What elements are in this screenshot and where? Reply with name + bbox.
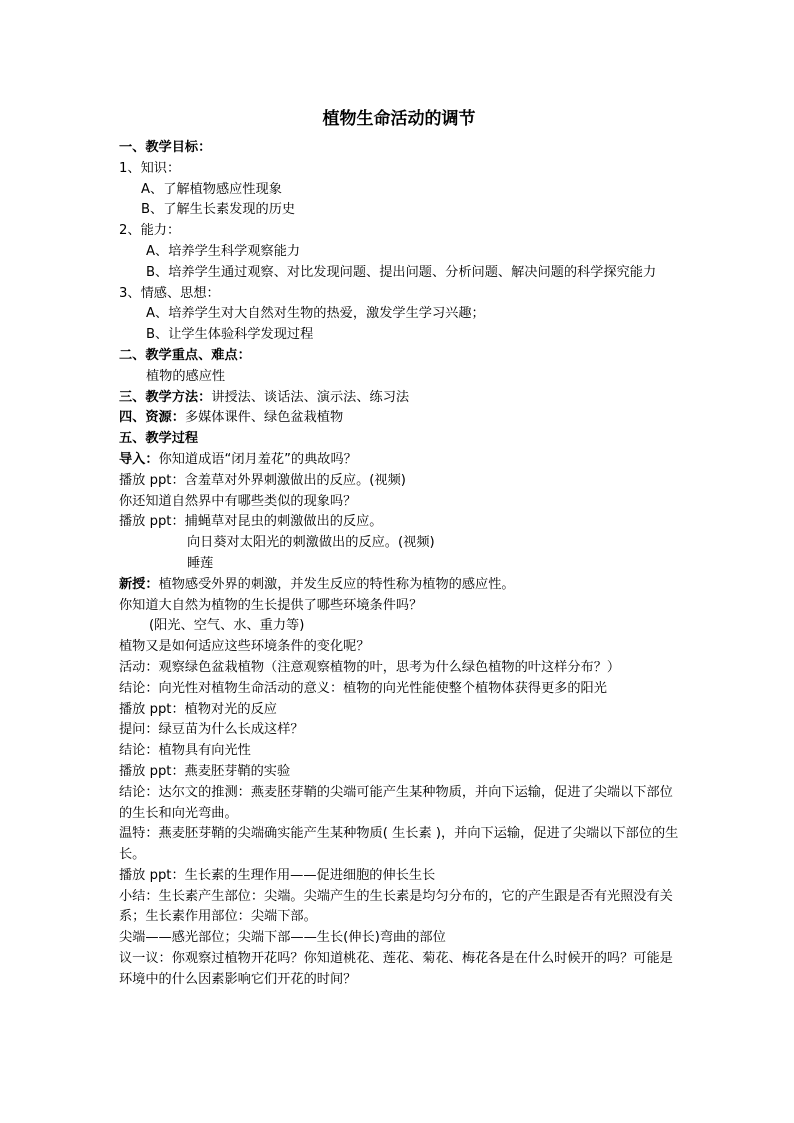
play-ppt-2: 播放 ppt：捕蝇草对昆虫的刺激做出的反应。 xyxy=(119,514,383,530)
section-2-heading: 二、教学重点、难点： xyxy=(119,347,251,363)
new-lesson-label: 新授： xyxy=(119,576,159,592)
question-3: 植物又是如何适应这些环境条件的变化呢？ xyxy=(119,639,370,655)
question-4: 提问：绿豆苗为什么长成这样？ xyxy=(119,722,304,738)
play-ppt-4: 播放 ppt：燕麦胚芽鞘的实验 xyxy=(119,763,291,779)
emotion-label: 3、情感、思想： xyxy=(119,285,220,301)
play-ppt-5: 播放 ppt：生长素的生理作用——促进细胞的伸长生长 xyxy=(119,867,436,883)
question-1: 你还知道自然界中有哪些类似的现象吗？ xyxy=(119,493,357,509)
section-1-heading: 一、教学目标： xyxy=(119,140,212,155)
knowledge-item-a: A、了解植物感应性现象 xyxy=(141,181,282,197)
section-3 xyxy=(119,388,679,409)
summary: 小结：生长素产生部位：尖端。尖端产生的生长素是均匀分布的，它的产生跟是否有光照没有关系；生长素作用部位：尖端下部。 xyxy=(119,888,673,925)
new-lesson-line xyxy=(119,575,679,596)
went-experiment: 温特：燕麦胚芽鞘的尖端确实能产生某种物质( 生长素 )，并向下运输，促进了尖端以下部位的生长。 xyxy=(119,826,679,863)
question-2: 你知道大自然为植物的生长提供了哪些环境条件吗？ xyxy=(119,597,423,613)
section-4-heading: 四、资源： xyxy=(119,410,185,426)
knowledge-label: 1、知识： xyxy=(119,160,181,176)
section-5-heading: 五、教学过程 xyxy=(119,431,199,447)
ability-label: 2、能力： xyxy=(119,223,181,239)
intro-line xyxy=(119,450,679,471)
play-ppt-3: 播放 ppt：植物对光的反应 xyxy=(119,701,277,717)
section-2-content: 植物的感应性 xyxy=(146,368,226,384)
question-2-answer: (阳光、空气、水、重力等) xyxy=(149,618,305,634)
knowledge-item-b: B、了解生长素发现的历史 xyxy=(141,202,296,218)
play-ppt-2-waterlily: 睡莲 xyxy=(187,555,214,571)
play-ppt-2-sunflower: 向日葵对太阳光的刺激做出的反应。(视频) xyxy=(187,535,435,551)
emotion-item-a: A、培养学生对大自然对生物的热爱，激发学生学习兴趣； xyxy=(146,306,485,322)
tip-line: 尖端——感光部位；尖端下部——生长(伸长)弯曲的部位 xyxy=(119,930,446,946)
discussion: 议一议：你观察过植物开花吗？你知道桃花、莲花、菊花、梅花各是在什么时候开的吗？可能是环境中的什么因素影响它们开花的时间？ xyxy=(119,951,673,987)
conclusion-3: 结论：达尔文的推测：燕麦胚芽鞘的尖端可能产生某种物质，并向下运输，促进了尖端以下部位的生长和向光弯曲。 xyxy=(119,784,673,821)
section-4 xyxy=(119,408,679,429)
document-page xyxy=(119,108,679,991)
section-3-content: 讲授法、谈话法、演示法、练习法 xyxy=(211,389,410,405)
conclusion-1: 结论：向光性对植物生命活动的意义：植物的向光性能使整个植物体获得更多的阳光 xyxy=(119,680,607,696)
conclusion-2: 结论：植物具有向光性 xyxy=(119,743,251,759)
emotion-item-b: B、让学生体验科学发现过程 xyxy=(146,327,314,343)
play-ppt-1: 播放 ppt：含羞草对外界刺激做出的反应。(视频) xyxy=(119,472,406,488)
section-3-heading: 三、教学方法： xyxy=(119,389,212,405)
ability-item-b: B、培养学生通过观察、对比发现问题、提出问题、分析问题、解决问题的科学探究能力 xyxy=(146,264,657,280)
ability-item-a: A、培养学生科学观察能力 xyxy=(146,243,301,259)
new-lesson-text: 植物感受外界的刺激，并发生反应的特性称为植物的感应性。 xyxy=(158,576,515,592)
document-title: 植物生命活动的调节 xyxy=(322,109,476,129)
section-4-content: 多媒体课件、绿色盆栽植物 xyxy=(184,410,344,426)
activity: 活动：观察绿色盆栽植物（注意观察植物的叶，思考为什么绿色植物的叶这样分布？） xyxy=(119,659,621,675)
intro-label: 导入： xyxy=(119,451,159,467)
intro-text: 你知道成语“闭月羞花”的典故吗？ xyxy=(158,451,357,467)
